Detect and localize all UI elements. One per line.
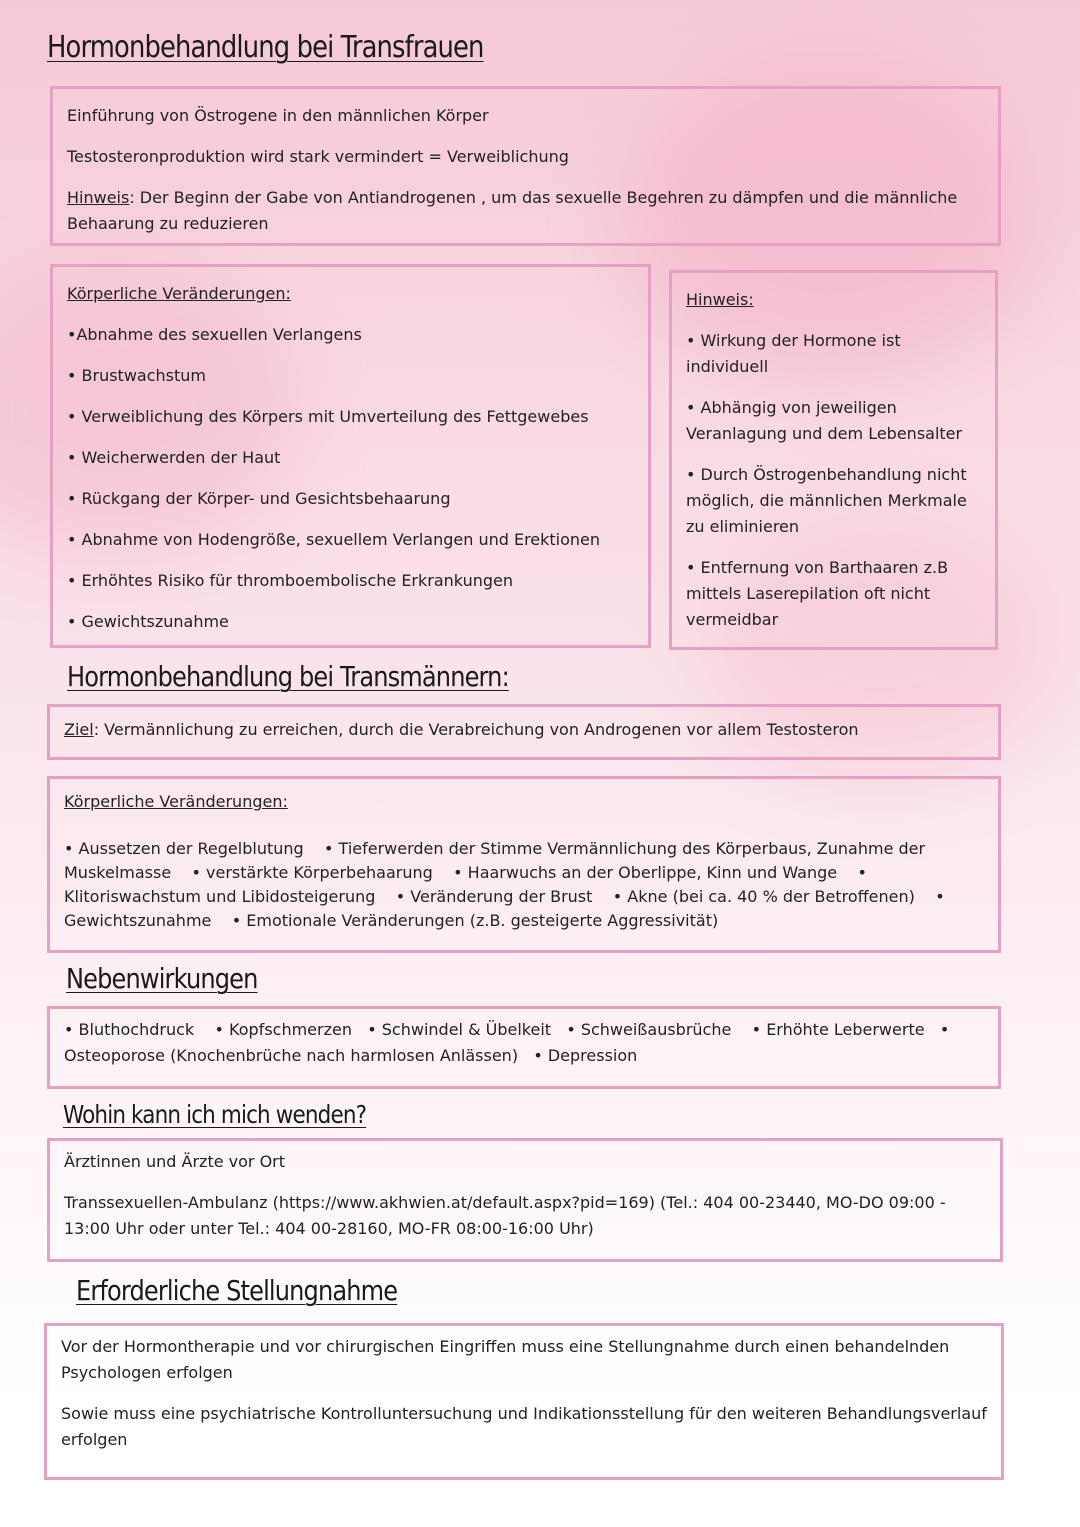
- list-item: • Rückgang der Körper- und Gesichtsbehaarung: [67, 489, 451, 508]
- contact-box: [47, 1138, 1003, 1262]
- list-item: • Emotionale Veränderungen (z.B. gesteigerte Aggressivität): [231, 911, 719, 930]
- contact-line-2: Transsexuellen-Ambulanz (https://www.akhwien.at/default.aspx?pid=169) (Tel.: 404 00-23440, MO-DO 09:00 - 13:00 Uhr oder unter Tel.: 404 00-28160, MO-FR 08:00-16:00 Uhr): [64, 1193, 946, 1238]
- trans-women-changes-box: [50, 264, 651, 648]
- list-item: • verstärkte Körperbehaarung: [191, 863, 433, 882]
- list-item: • Tieferwerden der Stimme Vermännlichung des Körperbaus, Zunahme der Muskelmasse: [64, 839, 926, 882]
- statement-para-2: Sowie muss eine psychiatrische Kontrolluntersuchung und Indikationsstellung für den weiteren Behandlungsverlauf erfolgen: [61, 1404, 987, 1449]
- intro-line-2: Testosteronproduktion wird stark vermindert = Verweiblichung: [67, 147, 569, 166]
- intro-hint: [67, 185, 984, 237]
- heading-trans-women: Hormonbehandlung bei Transfrauen: [47, 30, 484, 65]
- goal-box: [47, 704, 1001, 760]
- changes-inline-list: [64, 837, 984, 933]
- list-item: • Kopfschmerzen: [214, 1020, 352, 1039]
- intro-box: [50, 86, 1001, 246]
- hint-text: : Der Beginn der Gabe von Antiandrogenen , um das sexuelle Begehren zu dämpfen und die männliche Behaarung zu reduzieren: [67, 188, 958, 233]
- list-item: • Osteoporose (Knochenbrüche nach harmlosen Anlässen): [64, 1020, 950, 1065]
- side-effects-box: [47, 1006, 1001, 1089]
- list-item: • Haarwuchs an der Oberlippe, Kinn und Wange: [453, 863, 838, 882]
- list-item: • Gewichtszunahme: [64, 887, 945, 930]
- note-box: [669, 270, 998, 650]
- list-item: • Bluthochdruck: [64, 1020, 195, 1039]
- list-item: • Entfernung von Barthaaren z.B mittels Laserepilation oft nicht vermeidbar: [686, 558, 949, 629]
- statement-box: [44, 1323, 1004, 1480]
- list-item: • Abhängig von jeweiligen Veranlagung und dem Lebensalter: [686, 398, 963, 443]
- list-item: • Akne (bei ca. 40 % der Betroffenen): [612, 887, 915, 906]
- intro-line-1: Einführung von Östrogene in den männlichen Körper: [67, 106, 489, 125]
- changes-title: Körperliche Veränderungen:: [64, 792, 288, 811]
- heading-side-effects: Nebenwirkungen: [66, 962, 258, 995]
- list-item: • Schweißausbrüche: [566, 1020, 732, 1039]
- note-title: Hinweis:: [686, 290, 754, 309]
- list-item: • Aussetzen der Regelblutung: [64, 839, 304, 858]
- contact-line-1: Ärztinnen und Ärzte vor Ort: [64, 1152, 286, 1171]
- list-item: • Verweiblichung des Körpers mit Umverteilung des Fettgewebes: [67, 407, 589, 426]
- list-item: • Erhöhtes Risiko für thromboembolische Erkrankungen: [67, 571, 513, 590]
- heading-contact: Wohin kann ich mich wenden?: [63, 1100, 367, 1129]
- list-item: • Depression: [533, 1046, 638, 1065]
- list-item: •Abnahme des sexuellen Verlangens: [67, 325, 362, 344]
- list-item: • Brustwachstum: [67, 366, 206, 385]
- list-item: • Schwindel & Übelkeit: [367, 1020, 552, 1039]
- list-item: • Abnahme von Hodengröße, sexuellem Verlangen und Erektionen: [67, 530, 601, 549]
- list-item: • Veränderung der Brust: [395, 887, 593, 906]
- hint-label: Hinweis: [67, 188, 130, 207]
- goal-body: : Vermännlichung zu erreichen, durch die Verabreichung von Androgenen vor allem Testosteron: [93, 720, 859, 739]
- list-item: • Wirkung der Hormone ist individuell: [686, 331, 901, 376]
- heading-statement: Erforderliche Stellungnahme: [76, 1274, 398, 1307]
- list-item: • Gewichtszunahme: [67, 612, 229, 631]
- statement-para-1: Vor der Hormontherapie und vor chirurgischen Eingriffen muss eine Stellungnahme durch einen behandelnden Psychologen erfolgen: [61, 1337, 950, 1382]
- list-item: • Klitoriswachstum und Libidosteigerung: [64, 863, 867, 906]
- trans-men-changes-box: [47, 776, 1001, 953]
- list-item: • Erhöhte Leberwerte: [751, 1020, 925, 1039]
- list-item: • Durch Östrogenbehandlung nicht möglich, die männlichen Merkmale zu eliminieren: [686, 465, 967, 536]
- list-item: • Weicherwerden der Haut: [67, 448, 281, 467]
- side-effects-list: [64, 1017, 984, 1069]
- goal-text: [64, 717, 984, 743]
- goal-label: Ziel: [64, 720, 94, 739]
- changes-title: Körperliche Veränderungen:: [67, 284, 291, 303]
- heading-trans-men: Hormonbehandlung bei Transmännern:: [67, 660, 509, 693]
